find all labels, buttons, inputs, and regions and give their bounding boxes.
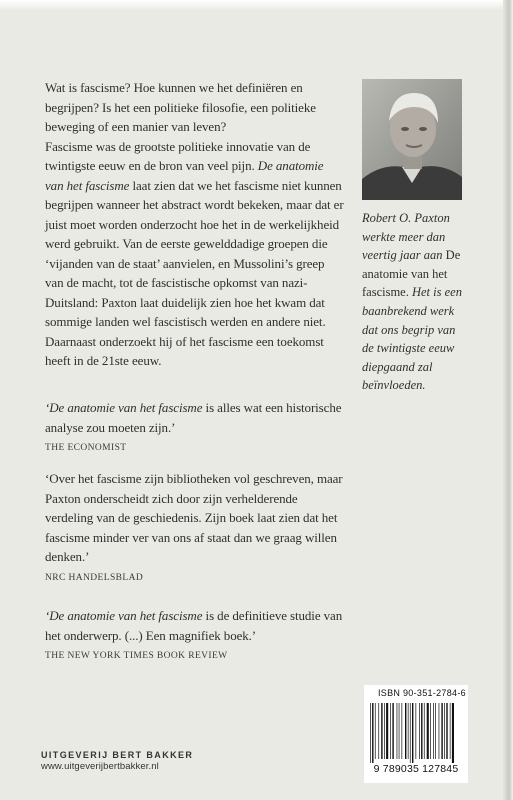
blurb-book-title: De anatomie van het fascisme: [45, 158, 324, 193]
quote-text: [45, 398, 345, 437]
caption-intro: Robert O. Paxton werkte meer dan veertig jaar aan: [362, 211, 450, 263]
author-photo: [362, 79, 462, 200]
barcode-icon: [368, 703, 464, 763]
quote-body: ‘Over het fascisme zijn bibliotheken vol geschreven, maar Paxton onderscheidt zich door zijn verhelderende verdeling van de geschiedenis. Zijn boek laat zien dat het fascisme minder ver van ons af staat dan we graag willen denken.’: [45, 471, 343, 564]
blurb-questions: Wat is fascisme? Hoe kunnen we het definiëren en begrijpen? Is het een politieke filosofie, een politieke beweging of een manier van leven?: [45, 80, 316, 134]
quote-economist: [45, 398, 345, 459]
blurb: [45, 78, 345, 371]
page-edge-top: [0, 0, 513, 10]
quote-body: is de definitieve studie van het onderwerp. (...) Een magnifiek boek.’: [45, 608, 343, 643]
quote-book-title: ‘De anatomie van het fascisme: [45, 400, 203, 415]
quote-source: NRC HANDELSBLAD: [45, 572, 144, 583]
quote-nyt: [45, 606, 345, 667]
caption-book-title: De anatomie van het fascisme.: [362, 248, 461, 300]
blurb-body: [45, 137, 345, 371]
publisher-url: www.uitgeverijbertbakker.nl: [41, 761, 159, 772]
quote-source: THE ECONOMIST: [45, 443, 127, 453]
caption-outro: Het is een baanbrekend werk dat ons begrip van de twintigste eeuw diepgaand zal beïnvloeden.: [362, 285, 462, 393]
quote-source: THE NEW YORK TIMES BOOK REVIEW: [45, 651, 228, 661]
ean-number: 9 789035 127845: [373, 763, 459, 775]
author-portrait-image: [362, 79, 462, 200]
isbn-label: ISBN 90-351-2784-6: [378, 688, 466, 698]
quote-text: [45, 606, 345, 645]
quote-text: [45, 469, 345, 567]
author-caption: [362, 209, 468, 395]
blurb-body-rest: laat zien dat we het fascisme niet kunnen begrijpen wanneer het abstract wordt bekeken, maar dat er juist moet worden onderzocht hoe het in de werkelijkheid werd gebruikt. Van de eerste gewelddadige groepen die ‘vijanden van de staat’ aanvielen, en Mussolini’s greep van de macht, tot de fascistische opkomst van nazi-Duitsland: Paxton laat duidelijk zien hoe het kwam dat sommige landen wel fascistisch werden en andere niet. Daarnaast onderzoekt hij of het fascisme een toekomst heeft in de 21ste eeuw.: [45, 177, 344, 368]
publisher-name: UITGEVERIJ BERT BAKKER: [41, 750, 194, 760]
publisher-block: [41, 750, 193, 772]
quote-book-title: ‘De anatomie van het fascisme: [45, 608, 203, 623]
blurb-body-start: Fascisme was de grootste politieke innovatie van de twintigste eeuw en de bron van veel pijn.: [45, 138, 311, 173]
barcode-box: [364, 685, 468, 783]
quote-body: is alles wat een historische analyse zou moeten zijn.’: [45, 400, 342, 435]
page-edge-right: [503, 0, 513, 800]
quote-nrc: [45, 469, 345, 588]
